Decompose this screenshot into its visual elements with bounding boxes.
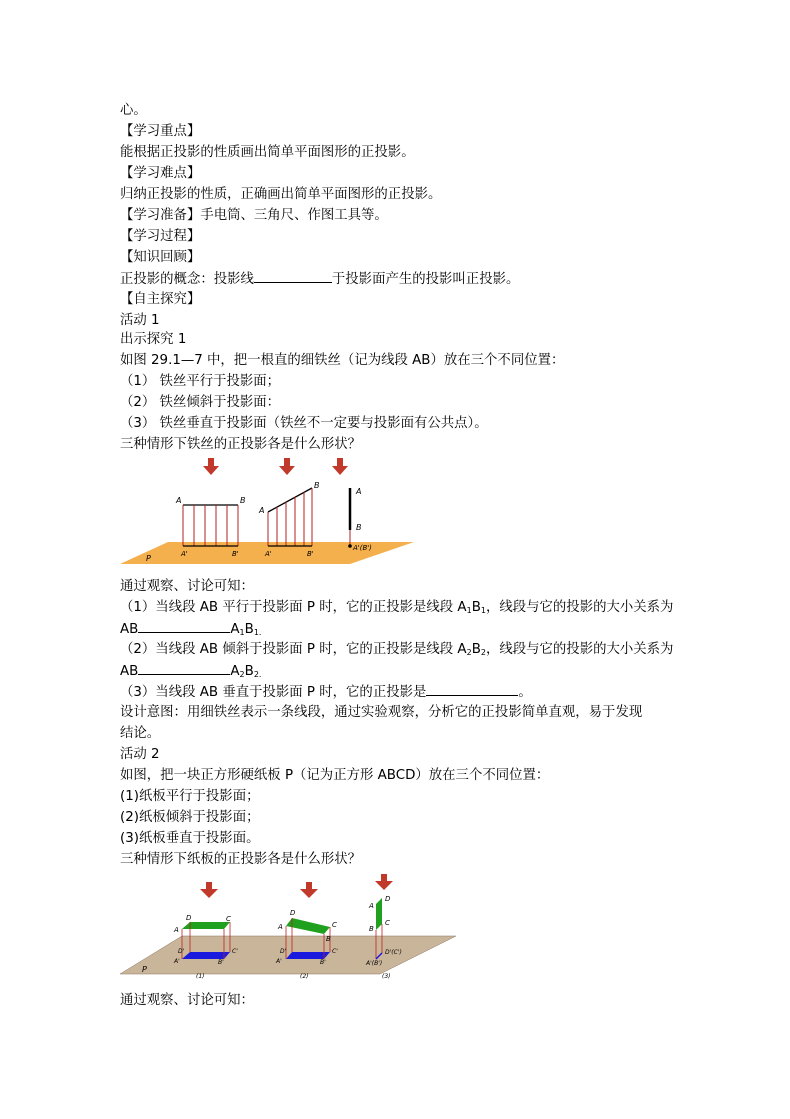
text-fragment: ，线段与它的投影的大小关系为 <box>485 642 674 657</box>
arrow-shaft <box>284 458 290 466</box>
point-label: A' <box>276 958 282 965</box>
board-projection <box>182 952 230 959</box>
subscript: 2 <box>480 648 486 657</box>
subscript: 1 <box>480 606 486 615</box>
board-square <box>376 898 382 930</box>
text-fragment: B <box>471 642 481 657</box>
text-line: 如图，把一块正方形硬纸板 P（记为正方形 ABCD）放在三个不同位置： <box>120 768 550 783</box>
point-label: B' <box>232 550 239 558</box>
subscript: 2. <box>253 670 262 679</box>
text-line: 如图 29.1—7 中，把一根直的细铁丝（记为线段 AB）放在三个不同位置： <box>120 353 565 368</box>
conclusion-line <box>120 641 673 659</box>
board-square <box>182 922 230 929</box>
point-label: A <box>356 487 362 496</box>
subscript: 2 <box>466 648 472 657</box>
figure-caption: (2) <box>300 973 309 980</box>
text-line: 出示探究 1 <box>120 332 187 347</box>
text-fragment: （3）当线段 AB 垂直于投影面 P 时，它的正投影是 <box>120 685 427 700</box>
text-fragment: AB <box>120 664 139 679</box>
point-label: C' <box>232 948 238 955</box>
arrow-shaft <box>337 458 343 466</box>
point-label: A <box>174 926 179 934</box>
point-label: D' <box>178 948 185 955</box>
arrow-shaft <box>206 882 212 889</box>
text-fragment: ，线段与它的投影的大小关系为 <box>485 600 674 615</box>
text-fragment: （2）当线段 AB 倾斜于投影面 P 时，它的正投影是线段 A <box>120 642 467 657</box>
point-label: C <box>226 915 231 923</box>
arrow-shaft <box>306 882 312 889</box>
arrow-head <box>332 466 348 475</box>
point-label: A'(B') <box>366 960 383 967</box>
arrow-head <box>203 466 219 475</box>
arrow-shaft <box>208 458 214 466</box>
point-label: C <box>332 921 337 929</box>
point-label: B <box>326 935 331 943</box>
plane-label: P <box>146 554 151 563</box>
figure-wire-projection <box>120 458 420 574</box>
point-label: A' <box>265 550 272 558</box>
projection-plane <box>120 936 456 974</box>
fill-blank[interactable] <box>138 662 230 675</box>
point-label: D <box>186 914 192 922</box>
section-heading-key-points: 【学习重点】 <box>120 124 201 139</box>
subscript: 1. <box>253 628 262 637</box>
point-label: C <box>385 919 390 927</box>
text-fragment: B <box>244 622 254 637</box>
point-label: A'(B') <box>353 544 372 552</box>
point-label: D' <box>280 948 287 955</box>
text-fragment: A <box>230 664 240 679</box>
text-fragment: B <box>471 600 481 615</box>
point-label: B' <box>320 959 326 966</box>
point-label: B <box>240 496 246 505</box>
point-label: A <box>278 923 283 931</box>
text-line: 心。 <box>120 103 147 118</box>
text-fragment: B <box>244 664 254 679</box>
fill-blank[interactable] <box>426 683 518 696</box>
list-item: （1） 铁丝平行于投影面； <box>120 374 281 389</box>
point-label: A' <box>181 550 188 558</box>
plane-label: P <box>142 965 147 974</box>
point-label: B' <box>307 550 314 558</box>
fill-blank[interactable] <box>254 270 332 283</box>
arrow-head <box>375 881 393 890</box>
point-label: B' <box>218 959 224 966</box>
subscript: 1 <box>466 606 472 615</box>
arrow-head <box>279 466 295 475</box>
section-heading-explore: 【自主探究】 <box>120 292 201 307</box>
concept-line <box>120 270 519 289</box>
conclusion-line <box>120 599 673 617</box>
section-heading-difficulties: 【学习难点】 <box>120 166 201 181</box>
board-projection <box>286 952 330 959</box>
question-line: 三种情形下铁丝的正投影各是什么形状？ <box>120 437 362 452</box>
text-line: 通过观察、讨论可知： <box>120 993 254 1008</box>
list-item: （2） 铁丝倾斜于投影面： <box>120 395 281 410</box>
arrow-shaft <box>381 874 387 881</box>
subscript: 2 <box>239 670 245 679</box>
point-label: B <box>356 523 362 532</box>
figure-caption: (3) <box>382 973 391 980</box>
point-label: B <box>314 481 320 490</box>
text-line: 结论。 <box>120 726 161 741</box>
conclusion-line <box>120 683 532 702</box>
segment-ab <box>268 488 312 512</box>
point-label: A <box>369 902 374 910</box>
board-square <box>286 918 330 934</box>
text-fragment: 。 <box>518 685 532 700</box>
point-label: A' <box>174 958 180 965</box>
section-heading-preparation: 【学习准备】手电筒、三角尺、作图工具等。 <box>120 208 388 223</box>
point-label: B <box>369 925 374 933</box>
point-label: D <box>290 909 296 917</box>
list-item: (1)纸板平行于投影面； <box>120 789 260 804</box>
arrow-head <box>200 889 218 898</box>
answer-line <box>120 620 261 639</box>
section-heading-review: 【知识回顾】 <box>120 250 201 265</box>
text-line: 归纳正投影的性质，正确画出简单平面图形的正投影。 <box>120 187 442 202</box>
list-item: (3)纸板垂直于投影面。 <box>120 831 260 846</box>
section-heading-process: 【学习过程】 <box>120 229 201 244</box>
figure-board-projection <box>120 874 460 990</box>
text-fragment: 于投影面产生的投影叫正投影。 <box>331 272 520 287</box>
fill-blank[interactable] <box>138 620 230 633</box>
point-label: C' <box>332 948 338 955</box>
text-line: 能根据正投影的性质画出简单平面图形的正投影。 <box>120 145 415 160</box>
projection-point <box>348 544 352 548</box>
list-item: (2)纸板倾斜于投影面； <box>120 810 260 825</box>
point-label: A <box>176 496 182 505</box>
list-item: （3） 铁丝垂直于投影面（铁丝不一定要与投影面有公共点）。 <box>120 416 488 431</box>
figure-caption: (1) <box>196 973 205 980</box>
text-line: 通过观察、讨论可知： <box>120 579 254 594</box>
text-fragment: （1）当线段 AB 平行于投影面 P 时，它的正投影是线段 A <box>120 600 467 615</box>
design-intent: 设计意图：用细铁丝表示一条线段，通过实验观察，分析它的正投影简单直观，易于发现 <box>120 705 643 720</box>
activity-title: 活动 1 <box>120 313 160 328</box>
question-line: 三种情形下纸板的正投影各是什么形状？ <box>120 852 362 867</box>
point-label: A <box>259 506 265 515</box>
arrow-head <box>300 889 318 898</box>
text-fragment: A <box>230 622 240 637</box>
subscript: 1 <box>239 628 245 637</box>
point-label: D'(C') <box>385 949 402 956</box>
text-fragment: 正投影的概念：投影线 <box>120 272 254 287</box>
text-fragment: AB <box>120 622 139 637</box>
answer-line <box>120 662 261 681</box>
point-label: D <box>385 895 391 903</box>
activity-title: 活动 2 <box>120 747 160 762</box>
